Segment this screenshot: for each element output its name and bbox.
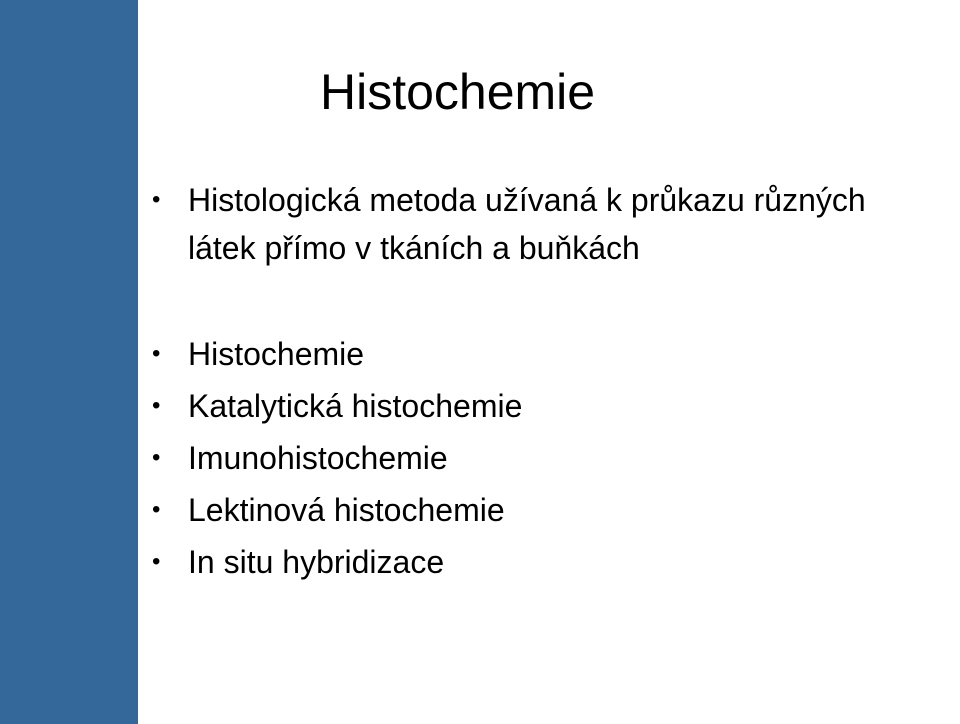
bullet-dot-icon: • [152, 340, 161, 367]
bullet-item [150, 176, 940, 272]
bullet-text: Imunohistochemie [188, 440, 448, 476]
bullet-text: Histologická metoda užívaná k průkazu různých látek přímo v tkáních a buňkách [188, 182, 866, 266]
bullet-text: Histochemie [188, 336, 365, 372]
bullet-dot-icon: • [152, 392, 161, 419]
bullet-item [150, 484, 940, 536]
bullet-item [150, 328, 940, 380]
bullet-text: Lektinová histochemie [188, 492, 505, 528]
bullet-item [150, 380, 940, 432]
bullet-text: In situ hybridizace [188, 544, 445, 580]
bullet-dot-icon: • [152, 496, 161, 523]
side-accent-bar [0, 0, 138, 724]
bullet-dot-icon: • [152, 444, 161, 471]
bullet-list [150, 176, 940, 588]
bullet-dot-icon: • [152, 548, 161, 575]
bullet-text: Katalytická histochemie [188, 388, 523, 424]
bullet-dot-icon: • [152, 186, 161, 213]
bullet-item [150, 536, 940, 588]
slide-title: Histochemie [320, 64, 596, 120]
bullet-item [150, 432, 940, 484]
